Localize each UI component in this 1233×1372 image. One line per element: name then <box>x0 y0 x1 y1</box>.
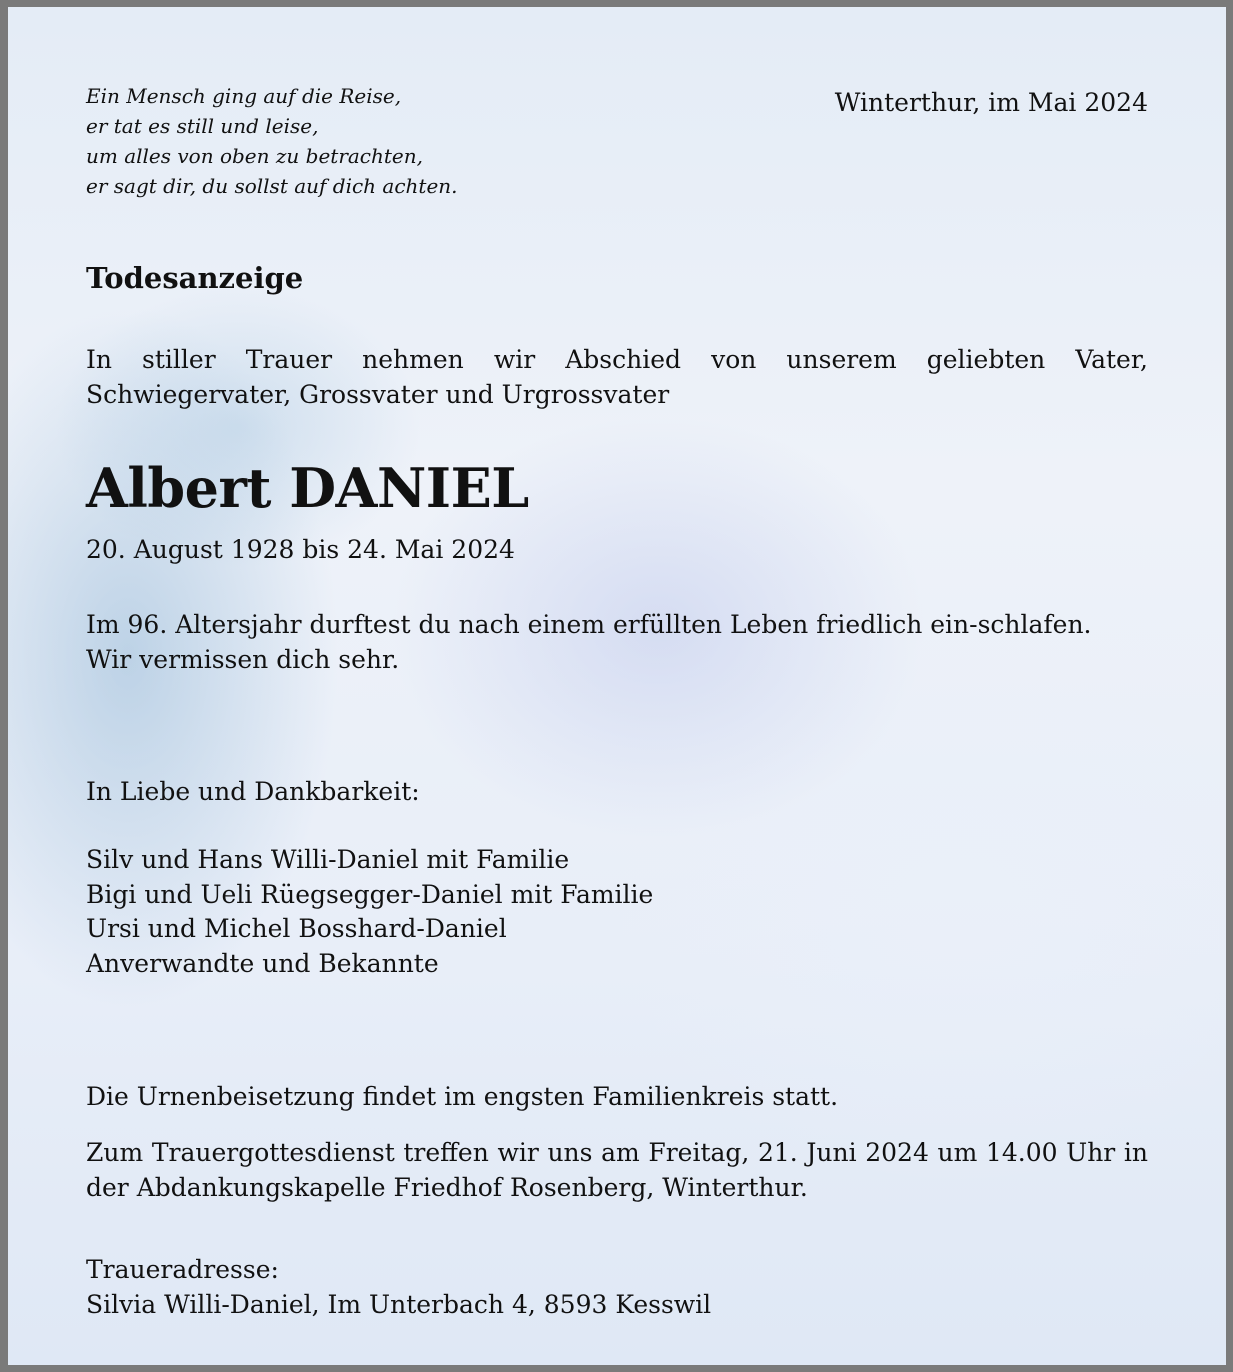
address: Silvia Willi-Daniel, Im Unterbach 4, 8593 Kesswil <box>86 1289 712 1319</box>
address-block <box>86 1253 1148 1322</box>
mourner: Anverwandte und Bekannte <box>86 948 439 978</box>
deceased-name: Albert DANIEL <box>86 456 529 520</box>
message-line: Im 96. Altersjahr durftest du nach einem erfüllten Leben friedlich ein-schlafen. <box>86 610 1092 639</box>
gratitude: In Liebe und Dankbarkeit: <box>86 777 420 806</box>
mourner: Silv und Hans Willi-Daniel mit Familie <box>86 845 570 874</box>
message <box>86 608 1148 677</box>
life-dates: 20. August 1928 bis 24. Mai 2024 <box>86 535 515 564</box>
mourner: Bigi und Ueli Rüegsegger-Daniel mit Familie <box>86 879 654 909</box>
poem-line: er sagt dir, du sollst auf dich achten. <box>86 174 458 198</box>
mourner: Ursi und Michel Bosshard-Daniel <box>86 914 507 943</box>
intro-text: In stiller Trauer nehmen wir Abschied von unserem geliebten Vater, Schwiegervater, Grossvater und Urgrossvater <box>86 345 1148 409</box>
message-line: Wir vermissen dich sehr. <box>86 644 400 674</box>
place-date: Winterthur, im Mai 2024 <box>834 88 1148 117</box>
poem-line: Ein Mensch ging auf die Reise, <box>86 84 402 108</box>
poem-line: um alles von oben zu betrachten, <box>86 144 424 168</box>
obituary-card <box>8 7 1226 1365</box>
burial-note: Die Urnenbeisetzung findet im engsten Familienkreis statt. <box>86 1082 839 1111</box>
service-note: Zum Trauergottesdienst treffen wir uns am Freitag, 21. Juni 2024 um 14.00 Uhr in der Abdankungskapelle Friedhof Rosenberg, Winterthur. <box>86 1138 1148 1202</box>
heading: Todesanzeige <box>86 261 304 295</box>
address-label: Traueradresse: <box>86 1255 279 1284</box>
poem-line: er tat es still und leise, <box>86 114 319 138</box>
mourners-list <box>86 843 1148 981</box>
